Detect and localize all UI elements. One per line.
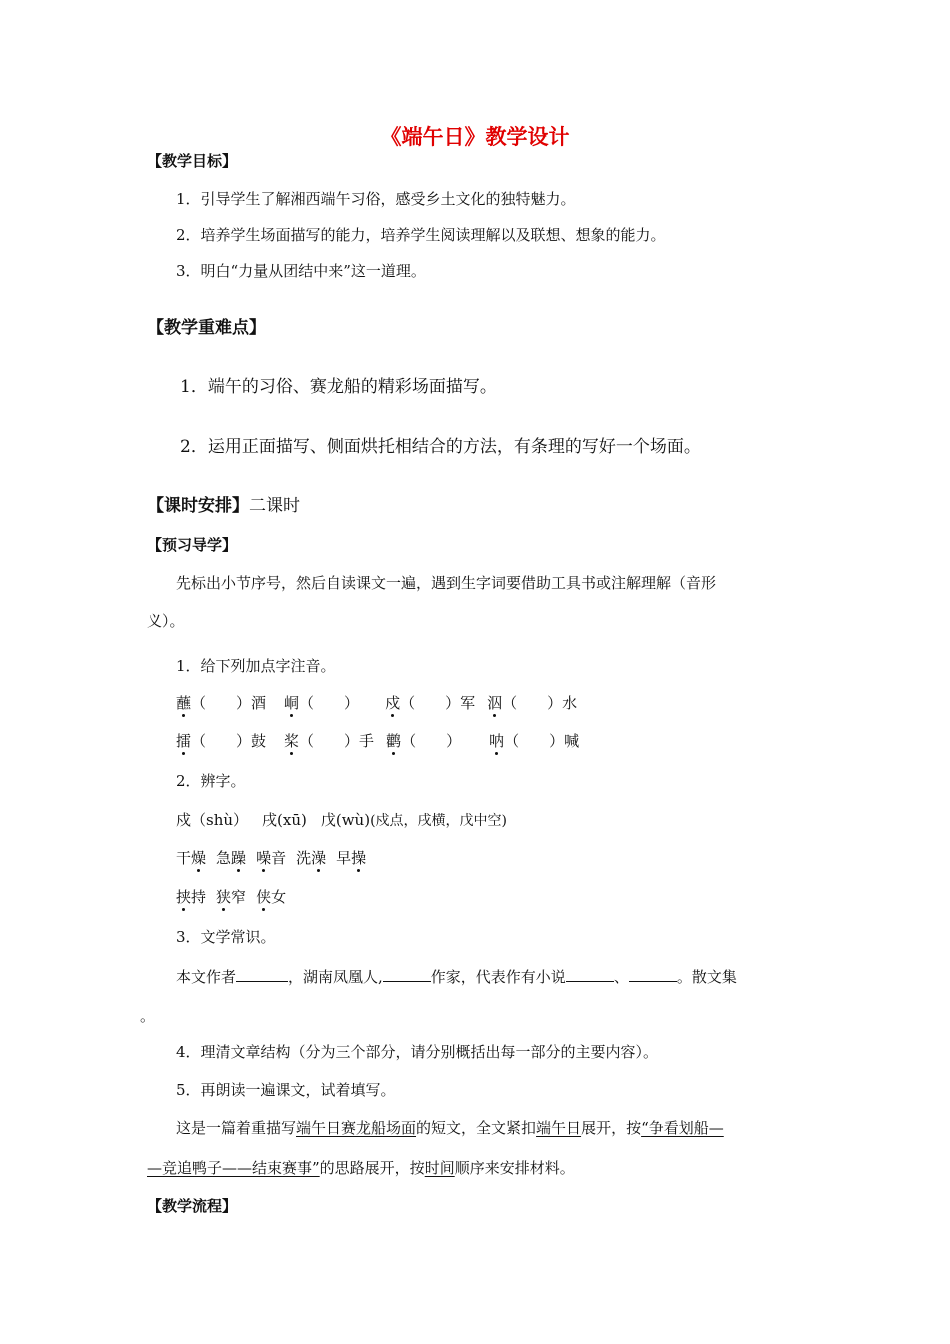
- word-part: 持: [191, 888, 207, 906]
- word-part: 音: [271, 849, 287, 867]
- pinyin-blank: （ ）鼓: [191, 732, 267, 750]
- text-part: 顺序来安排材料。: [454, 1159, 575, 1177]
- answer-underlined: —竞追鸭子——结束赛事”: [147, 1159, 320, 1177]
- schedule-value: 二课时: [249, 496, 300, 516]
- dotted-char: 狭: [216, 888, 232, 906]
- bianzi-note: (戍点，戌横，戊中空): [370, 813, 508, 829]
- text-part: 本文作者: [176, 968, 237, 986]
- literature-tail: 。: [140, 1007, 156, 1025]
- goals-heading: 【教学目标】: [147, 152, 238, 170]
- question-4: 4．理清文章结构（分为三个部分，请分别概括出每一部分的主要内容）。: [176, 1043, 659, 1061]
- word-part: 急: [216, 849, 232, 867]
- text-part: 展开，按: [581, 1119, 642, 1137]
- text-part: 作家，代表作有小说: [430, 968, 566, 986]
- word-part: 干: [176, 849, 192, 867]
- literature-line: [176, 966, 737, 987]
- dotted-char: 鹳: [386, 732, 402, 750]
- dotted-char: 挟: [176, 888, 192, 906]
- pinyin-blank: （ ）喊: [504, 732, 580, 750]
- preview-intro-line-1: 先标出小节序号，然后自读课文一遍，遇到生字词要借助工具书或注解理解（音形: [176, 574, 717, 592]
- question-3: 3．文学常识。: [176, 928, 276, 946]
- word-part: 窄: [231, 888, 247, 906]
- summary-line-1: [176, 1118, 724, 1138]
- fill-blank-novel-2[interactable]: [629, 966, 677, 982]
- pinyin-blank: （ ）水: [502, 694, 578, 712]
- pinyin-blank: （ ）手: [299, 732, 375, 750]
- dotted-char: 躁: [231, 849, 247, 867]
- bianzi-shu: 戍（shù）: [176, 811, 249, 829]
- word-part: 洗: [296, 849, 312, 867]
- pinyin-blank: （ ）: [401, 732, 462, 750]
- bianzi-wu: 戊(wù): [320, 811, 371, 829]
- text-part: 的短文，全文紧扣: [416, 1119, 537, 1137]
- keypoints-heading: 【教学重难点】: [147, 318, 266, 338]
- keypoint-item-1: 1．端午的习俗、赛龙船的精彩场面描写。: [180, 377, 497, 397]
- text-part: ，湖南凤凰人,: [288, 968, 383, 986]
- keypoint-item-2: 2．运用正面描写、侧面烘托相结合的方法，有条理的写好一个场面。: [180, 437, 701, 457]
- question-1: 1．给下列加点字注音。: [176, 657, 336, 675]
- dotted-char: 澡: [311, 849, 327, 867]
- fill-blank-author[interactable]: [236, 966, 288, 982]
- preview-heading: 【预习导学】: [147, 536, 238, 554]
- dotted-char: 噪: [256, 849, 272, 867]
- summary-line-2: [147, 1158, 575, 1178]
- text-part: 。散文集: [676, 968, 737, 986]
- word-part: 早: [336, 849, 352, 867]
- pinyin-row-2: [176, 731, 579, 751]
- preview-intro-line-2: 义）。: [147, 612, 185, 630]
- pinyin-blank: （ ）酒: [191, 694, 267, 712]
- text-part: 、: [613, 968, 629, 986]
- bianzi-xu: 戌(xū): [262, 811, 307, 829]
- dotted-char: 戍: [385, 694, 401, 712]
- dotted-char: 呐: [489, 732, 505, 750]
- schedule-line: [147, 496, 300, 516]
- dotted-char: 泅: [487, 694, 503, 712]
- fill-blank-novel-1[interactable]: [566, 966, 614, 982]
- answer-underlined: “争看划船—: [641, 1119, 724, 1137]
- answer-underlined: 端午日赛龙船场面: [296, 1119, 417, 1137]
- dotted-char: 擂: [176, 732, 192, 750]
- dotted-char: 桨: [284, 732, 300, 750]
- dotted-char: 蘸: [176, 694, 192, 712]
- bianzi-line-3: [176, 887, 286, 907]
- schedule-heading: 【课时安排】: [147, 496, 249, 516]
- goal-item-2: 2．培养学生场面描写的能力，培养学生阅读理解以及联想、想象的能力。: [176, 226, 666, 244]
- question-2: 2．辨字。: [176, 772, 246, 790]
- fill-blank-era[interactable]: [383, 966, 431, 982]
- goal-item-1: 1．引导学生了解湘西端午习俗，感受乡土文化的独特魅力。: [176, 190, 576, 208]
- bianzi-line-2: [176, 848, 366, 868]
- bianzi-line-1: [176, 810, 507, 831]
- pinyin-blank: （ ）军: [400, 694, 476, 712]
- text-part: 这是一篇着重描写: [176, 1119, 297, 1137]
- answer-underlined: 时间: [424, 1159, 455, 1177]
- goal-item-3: 3．明白“力量从团结中来”这一道理。: [176, 262, 426, 280]
- pinyin-blank: （ ）: [299, 694, 360, 712]
- pinyin-row-1: [176, 693, 577, 713]
- dotted-char: 操: [351, 849, 367, 867]
- dotted-char: 燥: [191, 849, 207, 867]
- process-heading: 【教学流程】: [147, 1197, 238, 1215]
- page-title: 《端午日》教学设计: [380, 124, 570, 149]
- question-5: 5．再朗读一遍课文，试着填写。: [176, 1081, 396, 1099]
- text-part: 的思路展开，按: [319, 1159, 425, 1177]
- answer-underlined: 端午日: [536, 1119, 582, 1137]
- dotted-char: 峒: [284, 694, 300, 712]
- word-part: 女: [271, 888, 287, 906]
- dotted-char: 侠: [256, 888, 272, 906]
